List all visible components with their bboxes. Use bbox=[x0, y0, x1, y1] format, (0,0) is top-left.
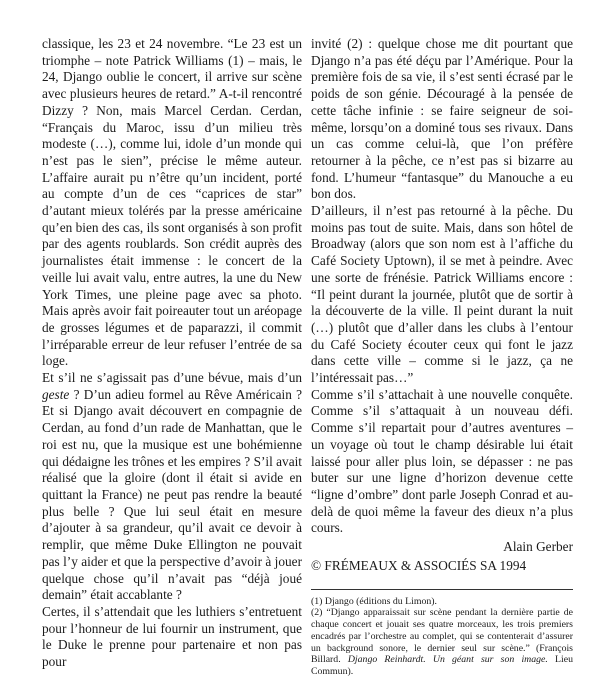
right-column bbox=[311, 36, 573, 678]
left-paragraph-1: classique, les 23 et 24 novembre. “Le 23 est un triomphe – note Patrick Williams (1) – mais, le 24, Django oublie le concert, il arrive sur scène avec plusieurs heures de retard.” A-t-il rencontré Dizzy ? Non, mais Marcel Cerdan. Cerdan, “Français du Maroc, issu d’un milieu très modeste (…), comme lui, idole d’un monde qui n’est pas le sien”, précise le même auteur. L’affaire aurait pu n’être qu’un incident, porté au compte d’un de ces “caprices de star” d’autant mieux tolérés par la presse américaine qu’en bien des cas, ils sont organisés à son profit par des agents roublards. Son crédit auprès des journalistes était immense : le concert de la veille lui avait valu, entre autres, la une du New York Times, une pleine page avec sa photo. Mais après avoir fait poireauter tout un aréopage de grosses légumes et de paparazzi, il commit l’irréparable erreur de leur refuser l’entrée de sa loge. bbox=[42, 36, 302, 370]
left-paragraph-2-rest: ? D’un adieu formel au Rêve Américain ? Et si Django avait découvert en compagnie de Cerdan, au fond d’un rade de Manhattan, que le roi est nu, que la musique est une bohémienne qui dédaigne les trônes et les empires ? S’il avait réalisé que la gloire (dont il était si avide en quittant la France) ne peut pas rendre la beauté plus belle ? Que lui seul était en mesure d’ajouter à sa grandeur, qu’il avait ce devoir à remplir, que même Duke Ellington ne pouvait pas l’y aider et que la perspective d’avoir à jouer quelque chose qu’il n’avait pas “déjà joué demain” était accablante ? bbox=[42, 387, 302, 602]
footnote-2-italic: Django Reinhardt. Un géant sur son image. bbox=[348, 654, 548, 665]
right-paragraph-2: D’ailleurs, il n’est pas retourné à la pêche. Du moins pas tout de suite. Mais, dans son hôtel de Broadway (alors que son nom est à l’affiche du Café Society Uptown), il se met à peindre. Avec une sorte de frénésie. Patrick Williams encore : “Il peint durant la journée, plutôt que de sortir à la découverte de la ville. Il peint durant la nuit (…) plutôt que d’aller dans les clubs à l’entour du Café Society écouter ceux qui font le jazz dans cette ville – comme si le jazz, ça ne l’intéressait pas…” bbox=[311, 203, 573, 387]
author-signature: Alain Gerber bbox=[311, 539, 573, 556]
footnote-divider bbox=[311, 589, 573, 590]
left-paragraph-2-italic: geste bbox=[42, 387, 69, 402]
left-column bbox=[42, 36, 302, 671]
footnote-2 bbox=[311, 607, 573, 678]
right-paragraph-3: Comme s’il s’attachait à une nouvelle conquête. Comme s’il s’attaquait à un nouveau défi. Comme s’il repartait pour d’autres aventures – un voyage où tout le champ désirable lui était laissé pour aller plus loin, se dépasser : ne pas buter sur une ligne d’horizon devenue cette “ligne d’ombre” dont parle Joseph Conrad et au-delà de quoi même la faveur des dieux n’a plus cours. bbox=[311, 387, 573, 537]
left-paragraph-2 bbox=[42, 370, 302, 604]
footnotes bbox=[311, 596, 573, 678]
footnote-2-rest: Lieu Commun). bbox=[311, 654, 573, 677]
footnote-1: (1) Django (éditions du Limon). bbox=[311, 596, 573, 608]
left-paragraph-2-start: Et s’il ne s’agissait pas d’une bévue, mais d’un bbox=[42, 370, 302, 385]
left-paragraph-3: Certes, il s’attendait que les luthiers s’entretuent pour l’honneur de lui fournir un instrument, que le Duke le prenne pour partenaire et non pas pour bbox=[42, 604, 302, 671]
right-paragraph-1: invité (2) : quelque chose me dit pourtant que Django n’a pas été déçu par l’Amérique. Pour la première fois de sa vie, il s’est senti écrasé par le poids de son génie. Découragé à la pensée de cette tâche infinie : se faire seigneur de soi-même, lorsqu’on a dominé tous ses rivaux. Dans un cas comme celui-là, que l’on préfère retourner à la pêche, ce n’est pas si bizarre au fond. L’humeur “fantasque” du Manouche a eu bon dos. bbox=[311, 36, 573, 203]
footnote-2-start: (2) “Django apparaissait sur scène pendant la dernière partie de chaque concert et jouait ses quatre morceaux, les trois premiers encadrés par l’orchestre au complet, qui se contenterait d’assurer un background sonore, le dernier seul sur scène.” (François Billard. bbox=[311, 607, 573, 665]
copyright-line: © FRÉMEAUX & ASSOCIÉS SA 1994 bbox=[311, 558, 573, 575]
